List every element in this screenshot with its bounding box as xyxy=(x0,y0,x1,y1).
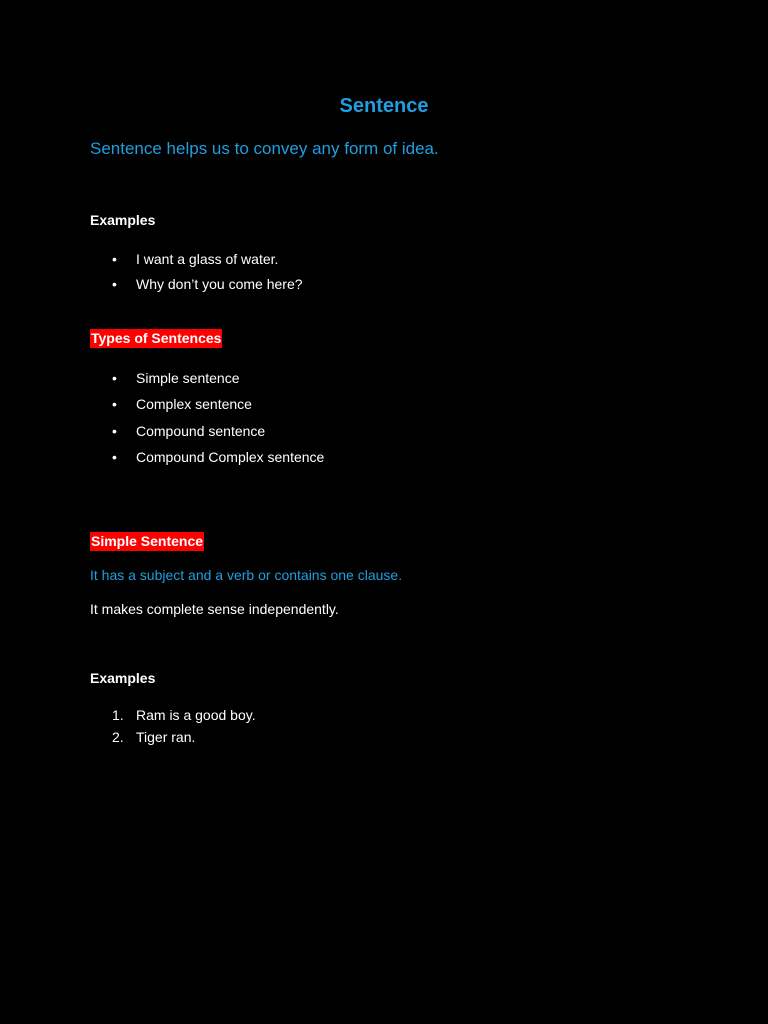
list-item xyxy=(90,247,303,272)
bullet-icon: • xyxy=(112,422,117,439)
list-item-number: 1. xyxy=(112,707,124,723)
page-title: Sentence xyxy=(339,95,429,117)
list-item-text: Compound sentence xyxy=(136,422,266,439)
list-item-text: Complex sentence xyxy=(136,396,252,413)
list-item-text: Simple sentence xyxy=(136,370,240,386)
list-item xyxy=(90,726,256,748)
list-item-text: I want a glass of water. xyxy=(136,251,279,267)
examples-list xyxy=(90,247,303,297)
list-item-text: Tiger ran. xyxy=(136,729,196,745)
bullet-icon: • xyxy=(112,396,117,413)
list-item xyxy=(90,704,256,726)
list-item xyxy=(90,391,324,417)
examples-heading: Examples xyxy=(90,212,156,228)
list-item-text: Compound Complex sentence xyxy=(136,448,325,465)
intro-text: Sentence helps us to convey any form of idea. xyxy=(90,139,439,158)
bullet-icon: • xyxy=(112,448,117,465)
simple-sentence-heading-highlight: Simple Sentence xyxy=(91,533,204,549)
list-item xyxy=(90,444,324,470)
list-item xyxy=(90,272,303,297)
bullet-icon: • xyxy=(112,370,117,386)
simple-examples-list xyxy=(90,704,256,748)
types-heading-highlight: Types of Sentences xyxy=(91,330,222,346)
list-item-number: 2. xyxy=(112,729,124,745)
bullet-icon: • xyxy=(112,251,117,267)
list-item-text: Why don’t you come here? xyxy=(136,276,303,292)
simple-sentence-definition: It has a subject and a verb or contains one clause. xyxy=(90,567,403,583)
simple-sentence-note: It makes complete sense independently. xyxy=(90,601,339,617)
list-item xyxy=(90,418,324,444)
types-list xyxy=(90,365,324,470)
simple-examples-heading: Examples xyxy=(90,670,156,686)
list-item xyxy=(90,365,324,391)
simple-sentence-heading xyxy=(90,533,204,549)
types-heading xyxy=(90,330,222,346)
bullet-icon: • xyxy=(112,276,117,292)
list-item-text: Ram is a good boy. xyxy=(136,707,256,723)
